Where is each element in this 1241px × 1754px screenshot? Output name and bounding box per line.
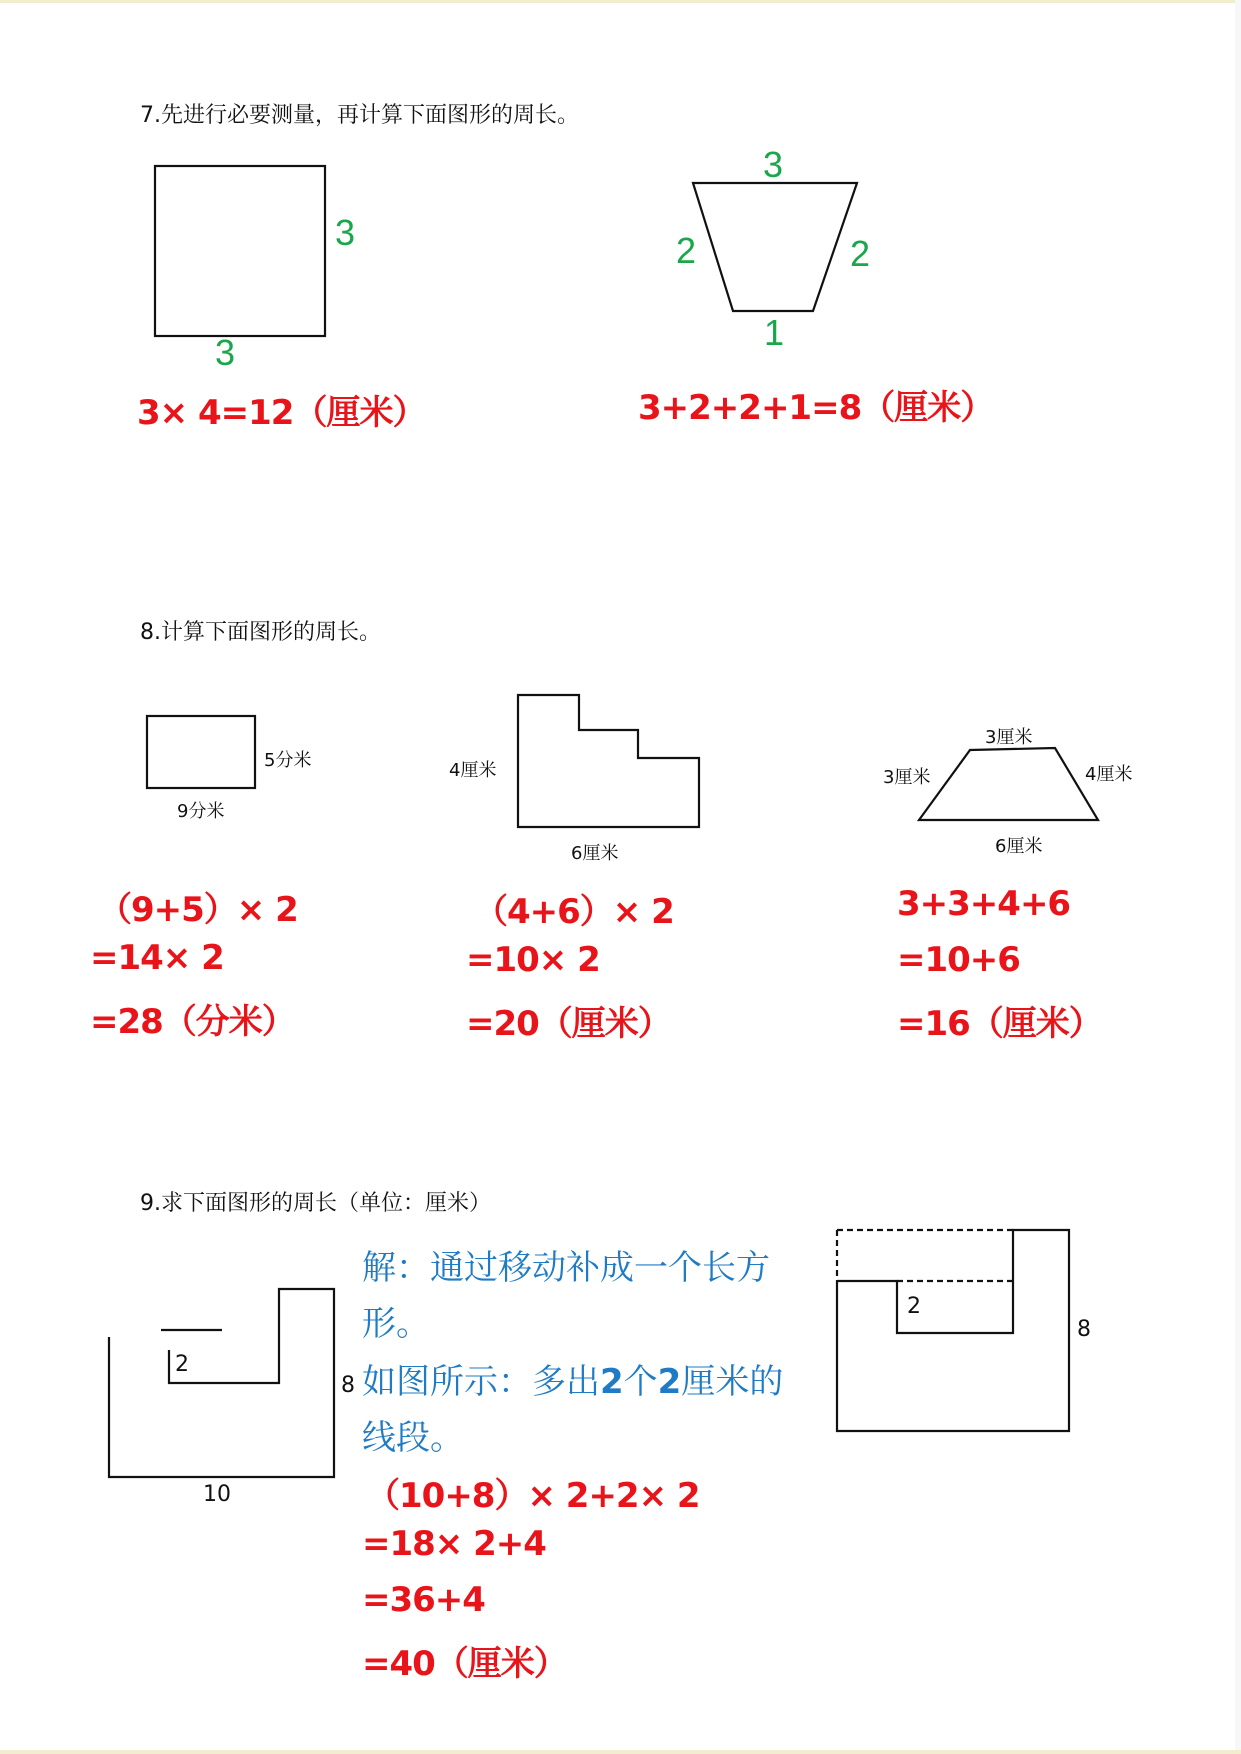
page-right-edge	[1235, 0, 1241, 1754]
q8-stair-figure	[515, 690, 705, 830]
q8-rectangle-line-3: =28（分米）	[90, 1002, 295, 1042]
q9-explain-line-3: 如图所示：多出2个2厘米的	[362, 1362, 784, 1402]
q9-calc-line-1: （10+8）× 2+2× 2	[366, 1476, 700, 1516]
q8-rectangle-side-label: 5分米	[264, 750, 312, 771]
q9-calc-line-4: =40（厘米）	[362, 1644, 567, 1684]
q9-calc-line-3: =36+4	[362, 1580, 485, 1620]
q7-trapezoid-right-label: 2	[850, 233, 871, 274]
q7-trapezoid-figure	[685, 175, 865, 315]
q8-trapezoid-bottom-label: 6厘米	[995, 836, 1043, 857]
q7-square-bottom-label: 3	[215, 332, 236, 373]
q8-trapezoid-figure	[915, 744, 1105, 824]
q8-stair-line-3: =20（厘米）	[466, 1004, 671, 1044]
q8-rectangle-line-2: =14× 2	[90, 938, 224, 978]
q9-left-width-label: 10	[203, 1482, 231, 1507]
q8-trapezoid-line-3: =16（厘米）	[897, 1004, 1102, 1044]
q8-trapezoid-top-label: 3厘米	[985, 727, 1033, 748]
q8-trapezoid-left-label: 3厘米	[883, 767, 931, 788]
q8-rectangle-figure	[145, 712, 260, 792]
q9-right-height-label: 8	[1077, 1317, 1091, 1342]
q9-explain-line-1: 解：通过移动补成一个长方	[362, 1248, 770, 1288]
q8-rectangle-bottom-label: 9分米	[177, 801, 225, 822]
page-top-edge	[0, 0, 1241, 3]
q9-right-notch-label: 2	[907, 1294, 921, 1319]
q9-left-figure	[100, 1285, 340, 1485]
q8-rectangle-line-1: （9+5）× 2	[98, 890, 298, 930]
q7-trapezoid-answer: 3+2+2+1=8（厘米）	[638, 388, 994, 428]
q9-title: 9.求下面图形的周长（单位：厘米）	[140, 1191, 491, 1216]
q7-trapezoid-left-label: 2	[676, 230, 697, 271]
q7-square-side-label: 3	[335, 212, 356, 253]
q7-trapezoid-top-label: 3	[763, 144, 784, 185]
q7-square-answer: 3× 4=12（厘米）	[137, 393, 426, 433]
q8-stair-line-1: （4+6）× 2	[474, 892, 674, 932]
q9-left-notch-label: 2	[175, 1352, 189, 1377]
q8-stair-bottom-label: 6厘米	[571, 843, 619, 864]
q8-trapezoid-line-2: =10+6	[897, 940, 1020, 980]
q7-trapezoid-bottom-label: 1	[764, 312, 785, 353]
q8-title: 8.计算下面图形的周长。	[140, 620, 381, 645]
q8-trapezoid-line-1: 3+3+4+6	[897, 884, 1071, 924]
q8-stair-line-2: =10× 2	[466, 940, 600, 980]
q7-title: 7.先进行必要测量，再计算下面图形的周长。	[140, 103, 579, 128]
q8-stair-side-label: 4厘米	[449, 760, 497, 781]
q9-explain-line-4: 线段。	[362, 1418, 464, 1458]
q9-calc-line-2: =18× 2+4	[362, 1524, 546, 1564]
page-bottom-edge	[0, 1750, 1241, 1754]
q9-left-height-label: 8	[341, 1373, 355, 1398]
q7-square-figure	[150, 160, 330, 340]
q9-explain-line-2: 形。	[362, 1304, 430, 1344]
q9-right-figure	[830, 1225, 1075, 1435]
q8-trapezoid-right-label: 4厘米	[1085, 764, 1133, 785]
